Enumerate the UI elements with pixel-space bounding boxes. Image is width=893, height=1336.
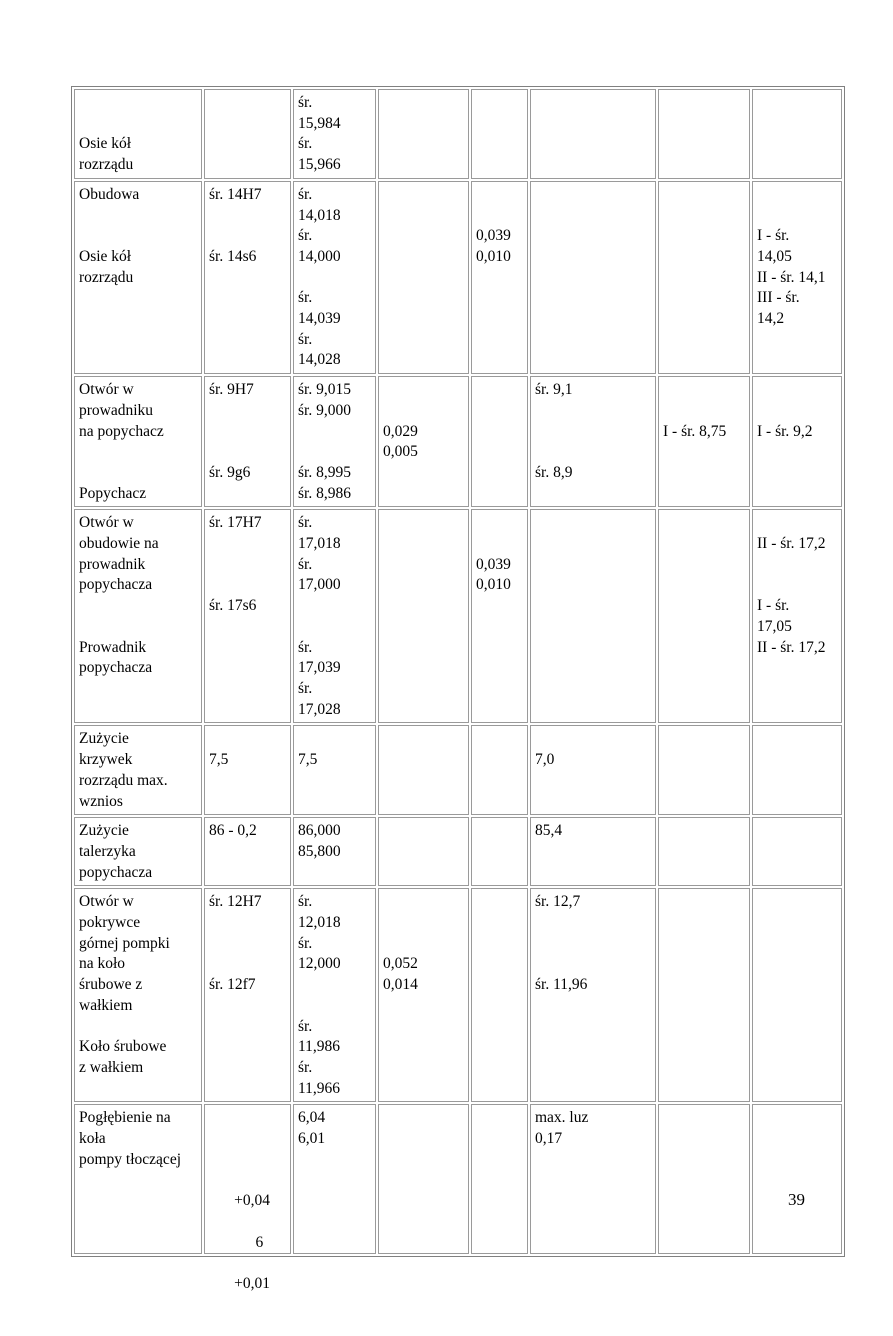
table-cell: 0,039 0,010 xyxy=(471,509,528,723)
table-cell: Otwór w pokrywce górnej pompki na koło śrubowe z wałkiem Koło śrubowe z wałkiem xyxy=(74,888,202,1102)
table-cell xyxy=(752,89,842,179)
nominal-size: 6 xyxy=(255,1233,264,1251)
table-cell xyxy=(471,817,528,886)
cell-text: 6,04 6,01 xyxy=(298,1109,326,1148)
table-cell xyxy=(752,817,842,886)
table-cell xyxy=(378,817,469,886)
table-cell xyxy=(204,1104,291,1292)
table-cell xyxy=(378,181,469,374)
tolerance-table xyxy=(71,86,845,1292)
table-cell xyxy=(378,89,469,179)
table-cell xyxy=(378,1104,469,1254)
table-cell xyxy=(530,509,656,723)
table-cell: śr. 9H7 śr. 9g6 xyxy=(204,376,291,507)
table-cell: I - śr. 8,75 xyxy=(658,376,750,507)
table-cell: śr. 12,018 śr. 12,000 śr. 11,986 śr. 11,966 xyxy=(293,888,376,1102)
cell-text: Pogłębienie na koła pompy tłoczącej xyxy=(79,1109,181,1168)
table-cell: I - śr. 14,05 II - śr. 14,1 III - śr. 14,2 xyxy=(752,181,842,374)
table-cell xyxy=(658,181,750,374)
table-cell: śr. 17,018 śr. 17,000 śr. 17,039 śr. 17,028 xyxy=(293,509,376,723)
table-row xyxy=(74,376,842,507)
table-cell: śr. 14H7 śr. 14s6 xyxy=(204,181,291,374)
table-cell xyxy=(752,725,842,815)
table-cell xyxy=(471,1104,528,1254)
table-cell: 0,039 0,010 xyxy=(471,181,528,374)
table-cell: 7,0 xyxy=(530,725,656,815)
table-cell xyxy=(293,1104,376,1254)
table-cell: Zużycie krzywek rozrządu max. wznios xyxy=(74,725,202,815)
table-cell: Otwór w prowadniku na popychacz Popychacz xyxy=(74,376,202,507)
table-cell: śr. 14,018 śr. 14,000 śr. 14,039 śr. 14,028 xyxy=(293,181,376,374)
table-row xyxy=(74,89,842,179)
table-cell: 7,5 xyxy=(204,725,291,815)
table-cell xyxy=(752,1104,842,1254)
table-cell: Zużycie talerzyka popychacza xyxy=(74,817,202,886)
table-cell xyxy=(658,725,750,815)
table-cell: 0,052 0,014 xyxy=(378,888,469,1102)
table-cell xyxy=(471,89,528,179)
table-cell: 7,5 xyxy=(293,725,376,815)
table-cell xyxy=(378,509,469,723)
table-cell xyxy=(471,725,528,815)
table-cell: Obudowa Osie kół rozrządu xyxy=(74,181,202,374)
table-row xyxy=(74,817,842,886)
table-cell: I - śr. 9,2 xyxy=(752,376,842,507)
table-cell xyxy=(658,1104,750,1254)
cell-text: max. luz 0,17 xyxy=(535,1109,589,1148)
table-cell: 86 - 0,2 xyxy=(204,817,291,886)
table-cell xyxy=(530,1104,656,1254)
table-cell: Otwór w obudowie na prowadnik popychacza Prowadnik popychacza xyxy=(74,509,202,723)
table-cell: 0,029 0,005 xyxy=(378,376,469,507)
table-cell xyxy=(752,888,842,1102)
table-cell: śr. 17H7 śr. 17s6 xyxy=(204,509,291,723)
table-cell xyxy=(658,509,750,723)
table-cell: 86,000 85,800 xyxy=(293,817,376,886)
table-cell: 85,4 xyxy=(530,817,656,886)
table-cell xyxy=(658,817,750,886)
table-cell: śr. 9,1 śr. 8,9 xyxy=(530,376,656,507)
table-cell xyxy=(204,89,291,179)
table-cell xyxy=(658,89,750,179)
table-row xyxy=(74,725,842,815)
table-cell: śr. 12H7 śr. 12f7 xyxy=(204,888,291,1102)
table-cell xyxy=(471,376,528,507)
table-row xyxy=(74,181,842,374)
table-cell: śr. 12,7 śr. 11,96 xyxy=(530,888,656,1102)
table-cell xyxy=(530,181,656,374)
tolerance-notation xyxy=(209,1150,286,1292)
table-cell xyxy=(378,725,469,815)
table-cell xyxy=(471,888,528,1102)
table-cell xyxy=(658,888,750,1102)
table-cell: II - śr. 17,2 I - śr. 17,05 II - śr. 17,2 xyxy=(752,509,842,723)
upper-deviation: +0,04 xyxy=(234,1192,270,1210)
page-number: 39 xyxy=(788,1190,805,1209)
table-cell xyxy=(530,89,656,179)
lower-deviation: +0,01 xyxy=(234,1274,270,1292)
table-row xyxy=(74,888,842,1102)
table-row xyxy=(74,509,842,723)
table-cell xyxy=(74,1104,202,1254)
table-cell: śr. 9,015 śr. 9,000 śr. 8,995 śr. 8,986 xyxy=(293,376,376,507)
table-row xyxy=(74,1104,842,1254)
table-cell: Osie kół rozrządu xyxy=(74,89,202,179)
table-cell: śr. 15,984 śr. 15,966 xyxy=(293,89,376,179)
